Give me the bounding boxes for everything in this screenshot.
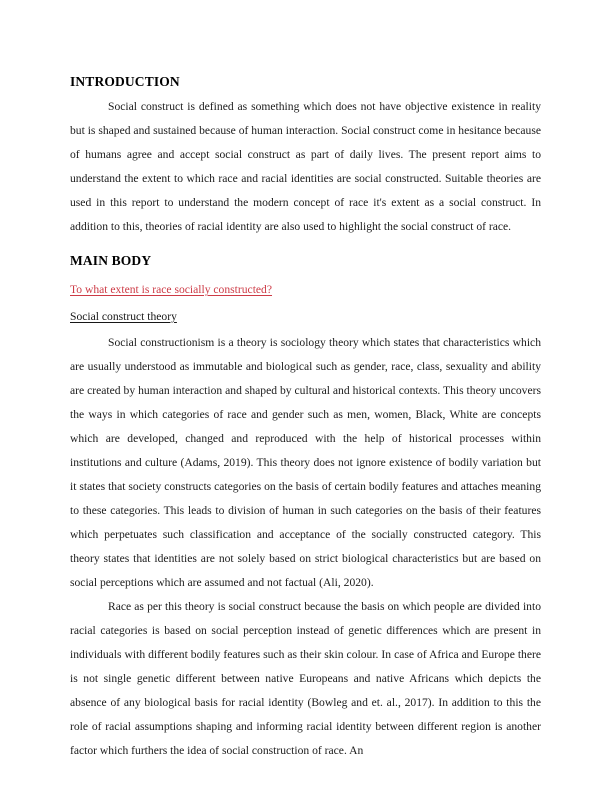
section-heading-introduction: INTRODUCTION <box>70 74 180 89</box>
paragraph-race-social-construct: Race as per this theory is social construct because the basis on which people are divided into racial categories is based on social perception instead of genetic differences which are present in individuals with different bodily features such as their skin colour. In case of Africa and Europe there is not single genetic different between native Europeans and native Africans which depicts the absence of any biological basis for racial identity (Bowleg and et. al., 2017). In addition to this the role of racial assumptions shaping and informing racial identity between different region is another factor which furthers the idea of social construction of race. An <box>70 600 541 757</box>
paragraph-social-constructionism: Social constructionism is a theory is sociology theory which states that characteristics which are usually understood as immutable and biological such as gender, race, class, sexuality and ability are created by human interaction and shaped by cultural and historical contexts. This theory uncovers the ways in which categories of race and gender such as men, women, Black, White are concepts which are developed, changed and reproduced with the help of historical processes within institutions and culture (Adams, 2019). This theory does not ignore existence of bodily variation but it states that society constructs categories on the basis of certain bodily features and attaches meaning to these categories. This leads to division of human in such categories on the basis of their features which perpetuates such classification and acceptance of the socially constructed category. This theory states that identities are not solely based on strict biological characteristics but are based on social perceptions which are assumed and not factual (Ali, 2020). <box>70 336 541 589</box>
document-body <box>70 70 541 763</box>
sub-heading-social-construct-theory <box>70 305 541 329</box>
sub-heading-text: Social construct theory <box>70 310 177 323</box>
paragraph-introduction: Social construct is defined as something which does not have objective existence in reality but is shaped and sustained because of human interaction. Social construct come in hesitance because of humans agree and accept social construct as part of daily lives. The present report aims to understand the extent to which race and racial identities are social constructed. Suitable theories are used in this report to understand the modern concept of race it's extent as a social construct. In addition to this, theories of racial identity are also used to highlight the social construct of race. <box>70 100 542 233</box>
question-heading <box>70 278 541 302</box>
section-heading-main-body: MAIN BODY <box>70 253 152 268</box>
question-heading-text: To what extent is race socially constructed? <box>70 283 273 296</box>
